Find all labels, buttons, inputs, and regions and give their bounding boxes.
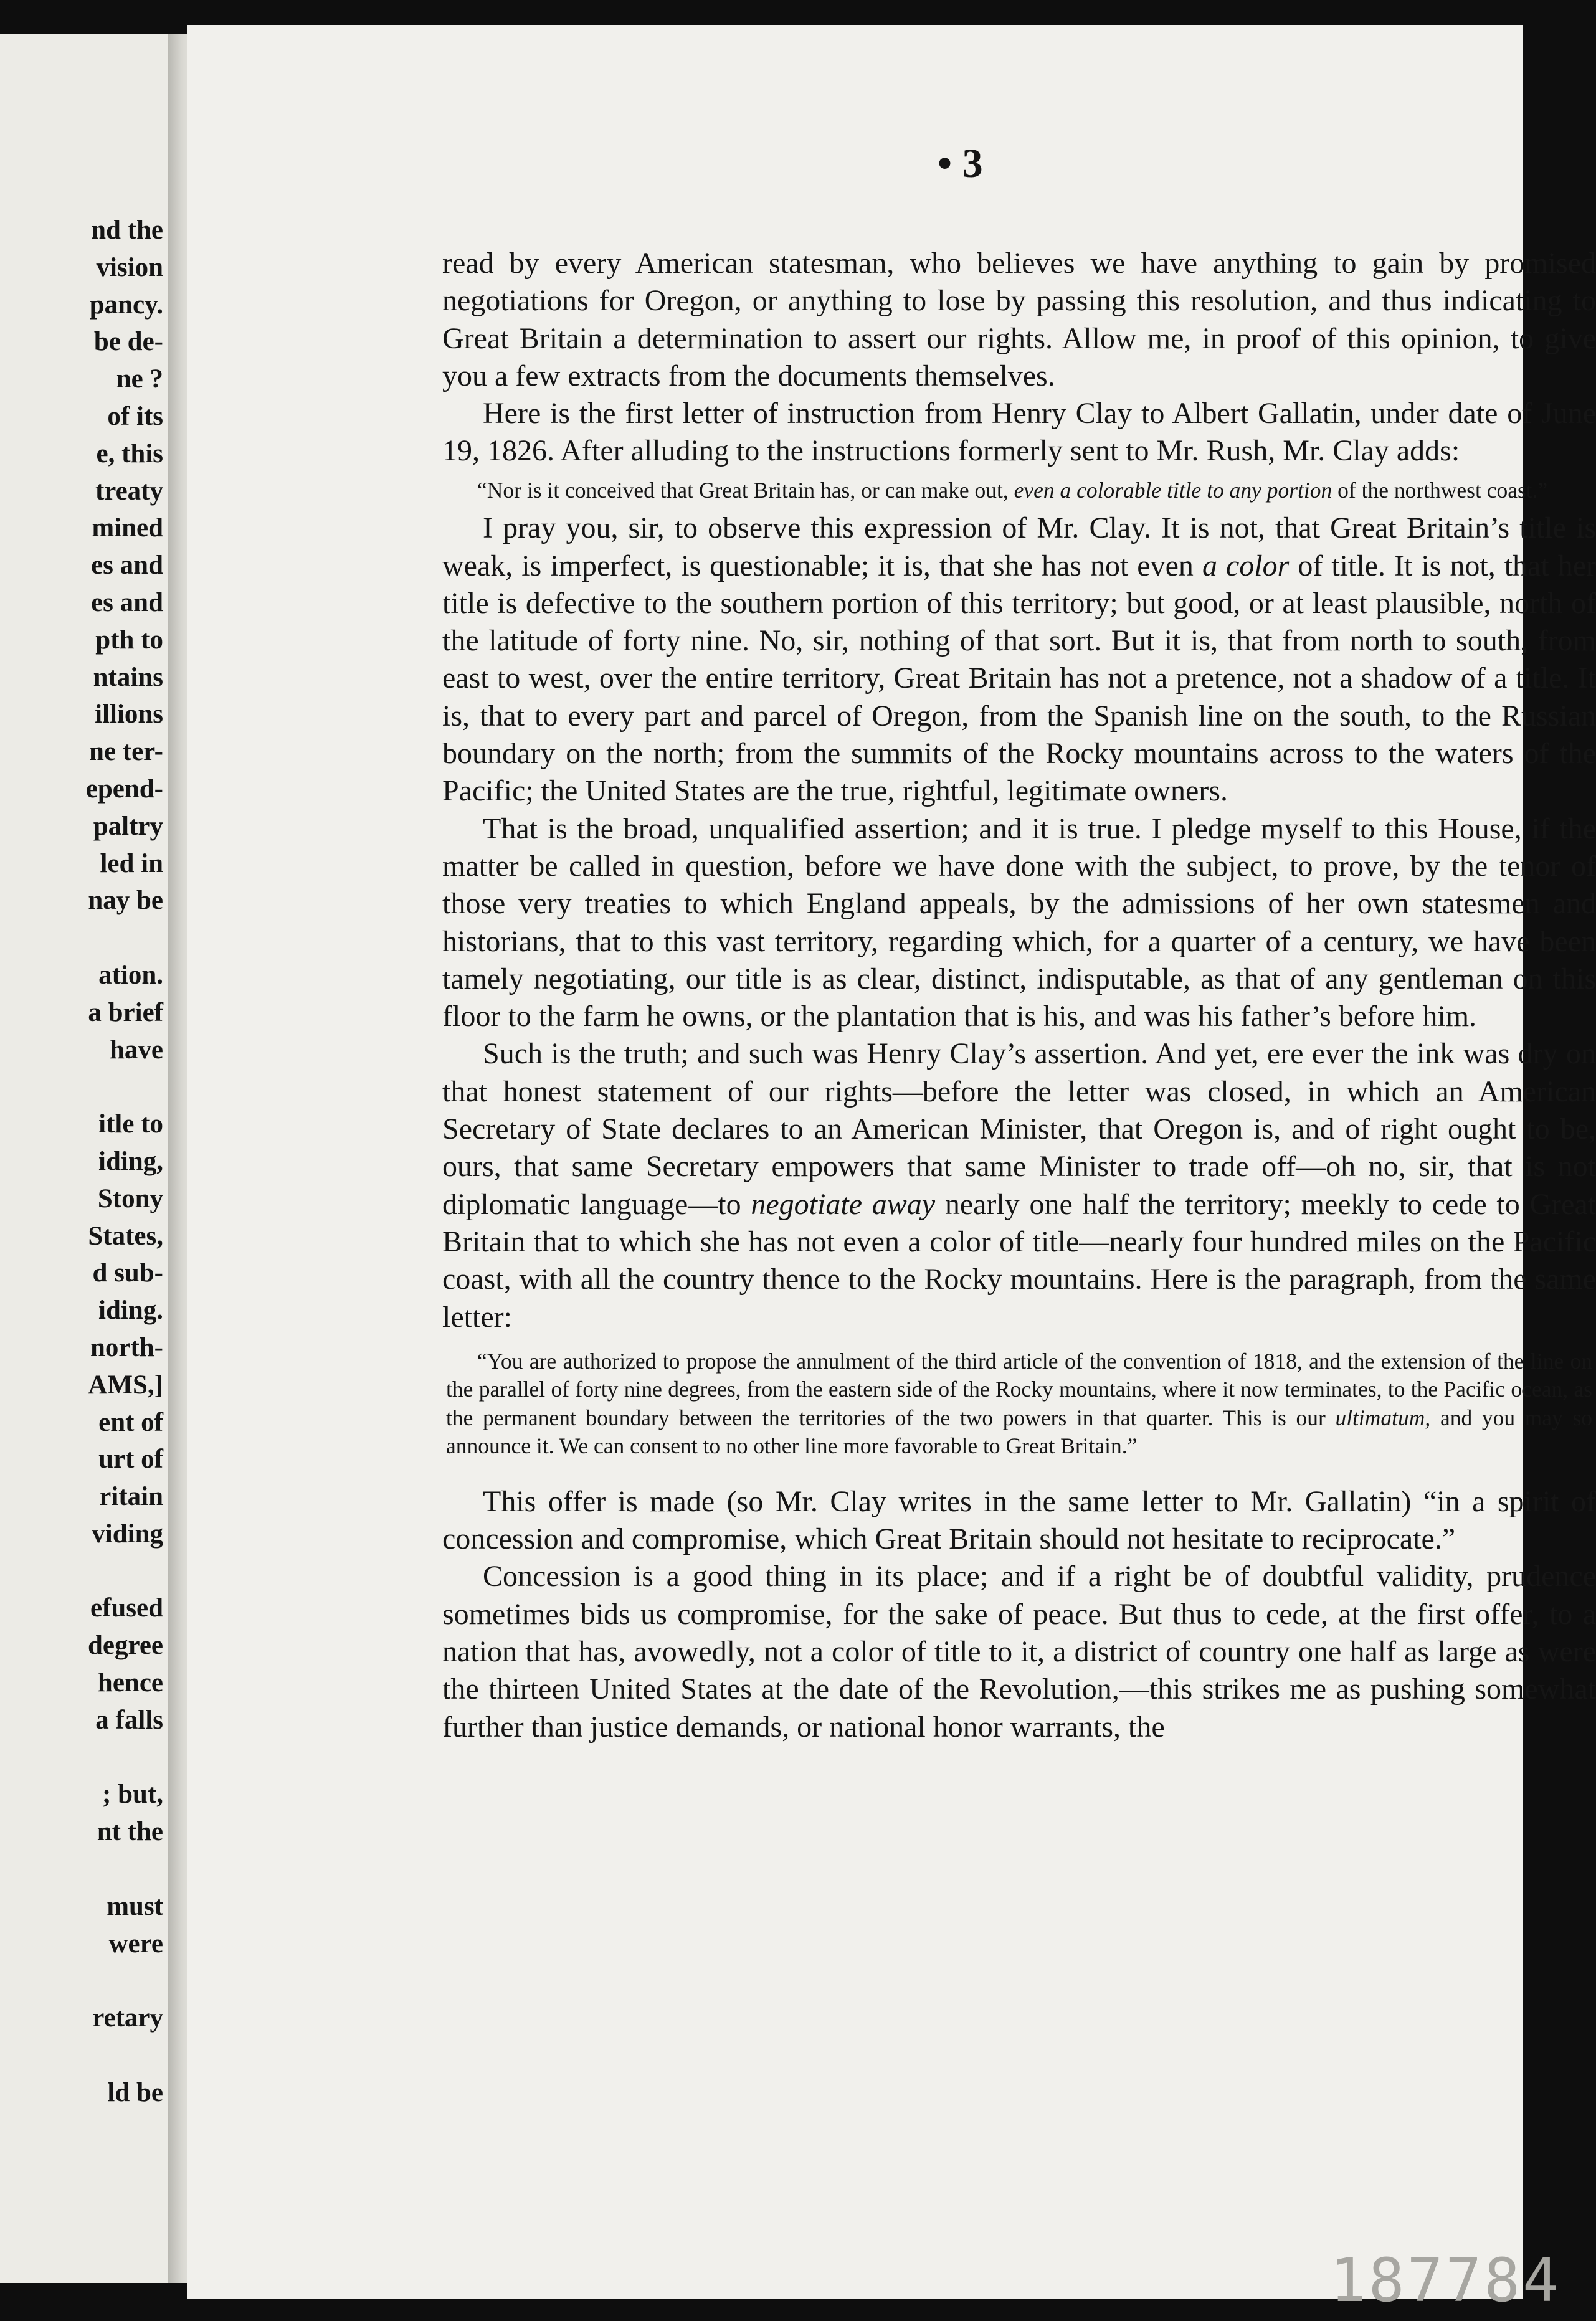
paragraph-3: I pray you, sir, to observe this expression of Mr. Clay. It is not, that Great Britain’s title is weak, is imperfect, is questionable; it is, that she has not even a color of title. It is not, that her title is defective to the southern portion of this territory; but good, or at least plausible, north of the latitude of forty nine. No, sir, nothing of that sort. But it is, that from north to south, from east to west, over the entire territory, Great Britain has not a pretence, not a shadow of a title. It is, that to every part and parcel of Oregon, from the Spanish line on the south, to the Russian boundary on the north; from the summits of the Rocky mountains across to the waters of the Pacific; the United States are the true, rightful, legitimate owners. <box>442 511 1596 808</box>
page-body <box>442 245 1596 1746</box>
left-page-line: ritain <box>99 1482 163 1512</box>
left-page-line: of its <box>107 401 163 431</box>
left-page-line: iding, <box>98 1146 163 1176</box>
paragraph-6: This offer is made (so Mr. Clay writes in the same letter to Mr. Gallatin) “in a spirit of concession and compromise, which Great Britain should not hesitate to reciprocate.” <box>442 1484 1596 1556</box>
left-page-line: were <box>108 1929 163 1958</box>
left-page-line: ne ter- <box>89 737 163 767</box>
paragraph-1: read by every American statesman, who believes we have anything to gain by promised negotiations for Oregon, or anything to lose by passing this resolution, and thus indicating to Great Britain a determination to assert our rights. Allow me, in proof of this opinion, to give you a few extracts from the documents themselves. <box>442 247 1596 392</box>
left-page-line: pth to <box>95 625 163 655</box>
left-page-line <box>14 1068 163 1106</box>
left-page-line: hence <box>97 1668 163 1698</box>
left-page-line: ntains <box>93 662 163 692</box>
left-page-line: illions <box>95 700 163 729</box>
left-page-line: treaty <box>95 476 163 506</box>
left-page-line <box>14 1962 163 2000</box>
left-page-line: efused <box>90 1593 163 1623</box>
left-page-line: ; but, <box>102 1780 163 1810</box>
left-page-line: a brief <box>88 997 163 1027</box>
left-page-line <box>14 919 163 957</box>
left-page-line: degree <box>88 1631 163 1661</box>
left-page-line: e, this <box>96 439 163 468</box>
left-page-line: iding. <box>98 1296 163 1326</box>
paragraph-2: Here is the first letter of instruction from Henry Clay to Albert Gallatin, under date of June 19, 1826. After alluding to the instructions formerly sent to Mr. Rush, Mr. Clay adds: <box>442 397 1596 468</box>
left-page-line: retary <box>92 2003 163 2033</box>
left-page-fragment <box>0 34 168 2283</box>
book-page <box>187 25 1596 2315</box>
left-page-line: pancy. <box>89 290 163 320</box>
left-page-line: urt of <box>98 1445 163 1474</box>
left-page-line: ld be <box>107 2077 163 2107</box>
left-page-line: ent of <box>98 1407 163 1437</box>
left-page-line <box>14 2037 163 2074</box>
paragraph-7: Concession is a good thing in its place; and if a right be of doubtful validity, prudence sometimes bids us compromise, for the sake of peace. But thus to cede, at the first offer, to a nation that has, avowedly, not a color of title to it, a district of country one half as large as were the thirteen United States at the date of the Revolution,—this strikes me as pushing somewhat further than justice demands, or national honor warrants, the <box>442 1560 1596 1744</box>
left-page-line: d sub- <box>92 1258 163 1288</box>
quote-1: “Nor is it conceived that Great Britain has, or can make out, even a colorable title to any portion of the northwest coast.” <box>477 477 1548 503</box>
left-page-line: itle to <box>98 1109 163 1139</box>
left-page-line: ne ? <box>116 364 163 394</box>
left-page-line: led in <box>100 848 163 878</box>
left-page-line: epend- <box>85 774 163 804</box>
left-page-line: north- <box>90 1332 163 1362</box>
left-page-line: nay be <box>88 886 163 916</box>
left-page-line: nt the <box>97 1817 163 1847</box>
left-page-line: viding <box>92 1519 163 1549</box>
left-page-line: vision <box>96 252 163 282</box>
left-page-line: have <box>110 1035 163 1065</box>
left-page-line: es and <box>91 551 163 581</box>
left-page-line: be de- <box>93 327 163 357</box>
left-page-line <box>14 1739 163 1777</box>
paragraph-5: Such is the truth; and such was Henry Clay’s assertion. And yet, ere ever the ink was dry on that honest statement of our rights—before the letter was closed, in which an American Secretary of State declares to an American Minister, that Oregon is, and of right ought to be, ours, that same Secretary empowers that same Minister to trade off—oh no, sir, that is not diplomatic language—to negotiate away nearly one half the territory; meekly to cede to Great Britain that to which she has not even a color of title—nearly four hundred miles on the Pacific coast, with all the country thence to the Rocky mountains. Here is the paragraph, from the same letter: <box>442 1037 1596 1334</box>
left-page-line: AMS,] <box>88 1370 163 1400</box>
left-page-line: paltry <box>93 811 163 841</box>
left-page-line: nd the <box>91 216 163 245</box>
left-page-lines <box>14 212 163 2112</box>
left-page-line: a falls <box>95 1705 163 1735</box>
left-page-line: es and <box>91 587 163 617</box>
left-page-line: ation. <box>98 960 163 990</box>
left-page-line <box>14 1851 163 1888</box>
left-page-line: must <box>107 1891 163 1921</box>
page-number: • 3 <box>938 141 983 186</box>
left-page-line <box>14 1553 163 1590</box>
library-stamp: 187784 <box>1330 2246 1561 2315</box>
left-page-line: Stony <box>97 1184 163 1213</box>
left-page-line: States, <box>88 1221 163 1251</box>
paragraph-4: That is the broad, unqualified assertion; and it is true. I pledge myself to this House, if the matter be called in question, before we have done with the subject, to prove, by the tenor of those very treaties to which England appeals, by the admissions of her own statesmen and historians, that to this vast territory, regarding which, for a quarter of a century, we have been tamely negotiating, our title is as clear, distinct, indisputable, as that of any gentleman on this floor to the farm he owns, or the plantation that is his, and was his father’s before him. <box>442 812 1596 1033</box>
quote-2: “You are authorized to propose the annulment of the third article of the convention of 1818, and the extension of the line on the parallel of forty nine degrees, from the eastern side of the Rocky mountains, where it now terminates, to the Pacific ocean, as the permanent boundary between the territories of the two powers in that quarter. This is our ultimatum, and you may so announce it. We can consent to no other line more favorable to Great Britain.” <box>446 1348 1593 1459</box>
left-page-line: mined <box>92 513 163 543</box>
